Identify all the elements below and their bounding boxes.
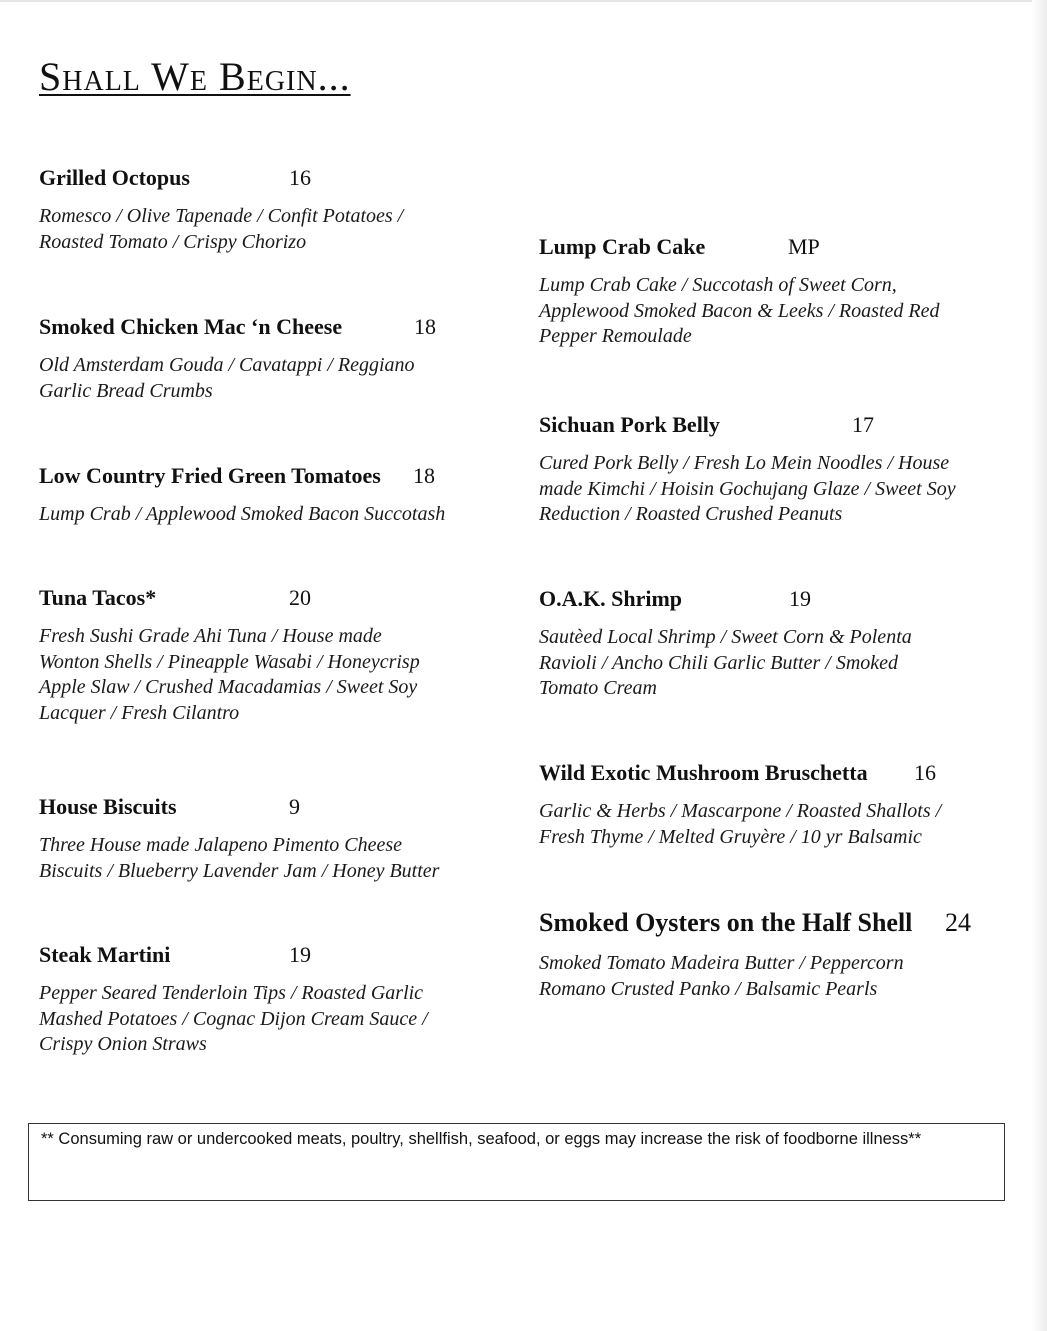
menu-title: Shall We Begin... bbox=[39, 54, 351, 99]
item-name: Tuna Tacos* bbox=[39, 585, 157, 610]
description-line: Lump Crab / Applewood Smoked Bacon Succotash bbox=[39, 503, 446, 525]
item-name: Smoked Oysters on the Half Shell bbox=[539, 908, 913, 937]
description-line: Biscuits / Blueberry Lavender Jam / Honey Butter bbox=[39, 859, 440, 882]
description-line: Tomato Cream bbox=[539, 677, 657, 699]
page-top-border bbox=[0, 0, 1047, 2]
description-line: Garlic & Herbs / Mascarpone / Roasted Shallots / bbox=[539, 800, 942, 822]
item-name: Steak Martini bbox=[39, 942, 171, 967]
menu-item-oak-shrimp bbox=[539, 585, 912, 702]
item-name: Low Country Fried Green Tomatoes bbox=[39, 463, 381, 488]
menu-item-tuna-tacos bbox=[39, 584, 420, 726]
item-price: 17 bbox=[852, 412, 874, 437]
health-warning-text: ** Consuming raw or undercooked meats, poultry, shellfish, seafood, or eggs may increase the risk of foodborne illness** bbox=[41, 1130, 922, 1148]
item-name: Lump Crab Cake bbox=[539, 234, 706, 259]
item-name: Grilled Octopus bbox=[39, 165, 190, 190]
item-description bbox=[539, 261, 939, 350]
health-warning-box bbox=[28, 1123, 1005, 1201]
item-price: 24 bbox=[945, 908, 971, 937]
item-name: O.A.K. Shrimp bbox=[539, 586, 683, 611]
description-line: Reduction / Roasted Crushed Peanuts bbox=[539, 503, 843, 525]
item-price: 9 bbox=[289, 794, 300, 819]
description-line: Ravioli / Ancho Chili Garlic Butter / Smoked bbox=[539, 651, 899, 674]
menu-item-smoked-chicken-mac bbox=[39, 313, 436, 404]
menu-item-mushroom-bruschetta bbox=[539, 759, 941, 850]
description-line: Roasted Tomato / Crispy Chorizo bbox=[39, 230, 307, 253]
item-description bbox=[39, 192, 403, 255]
menu-item-sichuan-pork-belly bbox=[539, 411, 956, 528]
item-name: Sichuan Pork Belly bbox=[539, 412, 720, 437]
description-line: Romesco / Olive Tapenade / Confit Potatoes / bbox=[39, 205, 404, 227]
item-price: 19 bbox=[789, 586, 811, 611]
item-price: 16 bbox=[289, 165, 311, 190]
menu-item-smoked-oysters bbox=[539, 907, 971, 1002]
item-description bbox=[539, 439, 956, 528]
item-price: 20 bbox=[289, 585, 311, 610]
item-description bbox=[39, 821, 439, 884]
menu-item-steak-martini bbox=[39, 941, 428, 1058]
description-line: Sautèed Local Shrimp / Sweet Corn & Polenta bbox=[539, 626, 912, 648]
item-price: 16 bbox=[914, 760, 936, 785]
description-line: Lump Crab Cake / Succotash of Sweet Corn, bbox=[539, 274, 897, 296]
description-line: made Kimchi / Hoisin Gochujang Glaze / Sweet Soy bbox=[539, 477, 956, 500]
description-line: Fresh Thyme / Melted Gruyère / 10 yr Balsamic bbox=[539, 825, 922, 848]
description-line: Apple Slaw / Crushed Macadamias / Sweet Soy bbox=[39, 676, 418, 698]
item-price: 18 bbox=[413, 463, 435, 488]
description-line: Wonton Shells / Pineapple Wasabi / Honeycrisp bbox=[39, 650, 420, 673]
item-description bbox=[39, 612, 420, 726]
description-line: Old Amsterdam Gouda / Cavatappi / Reggiano bbox=[39, 354, 415, 376]
description-line: Applewood Smoked Bacon & Leeks / Roasted Red bbox=[539, 299, 940, 322]
description-line: Lacquer / Fresh Cilantro bbox=[39, 701, 240, 724]
description-line: Pepper Remoulade bbox=[539, 325, 692, 347]
menu-item-house-biscuits bbox=[39, 793, 439, 884]
item-description bbox=[539, 787, 941, 850]
item-description bbox=[39, 341, 415, 404]
item-price: 18 bbox=[414, 314, 436, 339]
menu-item-fried-green-tomatoes bbox=[39, 462, 445, 528]
description-line: Mashed Potatoes / Cognac Dijon Cream Sauce / bbox=[39, 1007, 428, 1030]
description-line: Garlic Bread Crumbs bbox=[39, 379, 213, 402]
menu-item-grilled-octopus bbox=[39, 164, 403, 255]
item-price: MP bbox=[788, 234, 820, 259]
menu-item-lump-crab-cake bbox=[539, 233, 939, 350]
description-line: Romano Crusted Panko / Balsamic Pearls bbox=[539, 977, 878, 1000]
item-description bbox=[39, 490, 445, 528]
item-description bbox=[539, 613, 912, 702]
item-description bbox=[39, 969, 428, 1058]
item-name: Smoked Chicken Mac ‘n Cheese bbox=[39, 314, 343, 339]
description-line: Cured Pork Belly / Fresh Lo Mein Noodles / House bbox=[539, 452, 950, 474]
description-line: Crispy Onion Straws bbox=[39, 1033, 207, 1055]
description-line: Smoked Tomato Madeira Butter / Peppercorn bbox=[539, 952, 904, 974]
item-name: Wild Exotic Mushroom Bruschetta bbox=[539, 760, 868, 785]
description-line: Three House made Jalapeno Pimento Cheese bbox=[39, 834, 403, 856]
item-name: House Biscuits bbox=[39, 794, 177, 819]
item-description bbox=[539, 939, 904, 1002]
description-line: Fresh Sushi Grade Ahi Tuna / House made bbox=[39, 625, 382, 647]
page-edge-shadow bbox=[1032, 0, 1047, 1331]
item-price: 19 bbox=[289, 942, 311, 967]
description-line: Pepper Seared Tenderloin Tips / Roasted Garlic bbox=[39, 982, 424, 1004]
